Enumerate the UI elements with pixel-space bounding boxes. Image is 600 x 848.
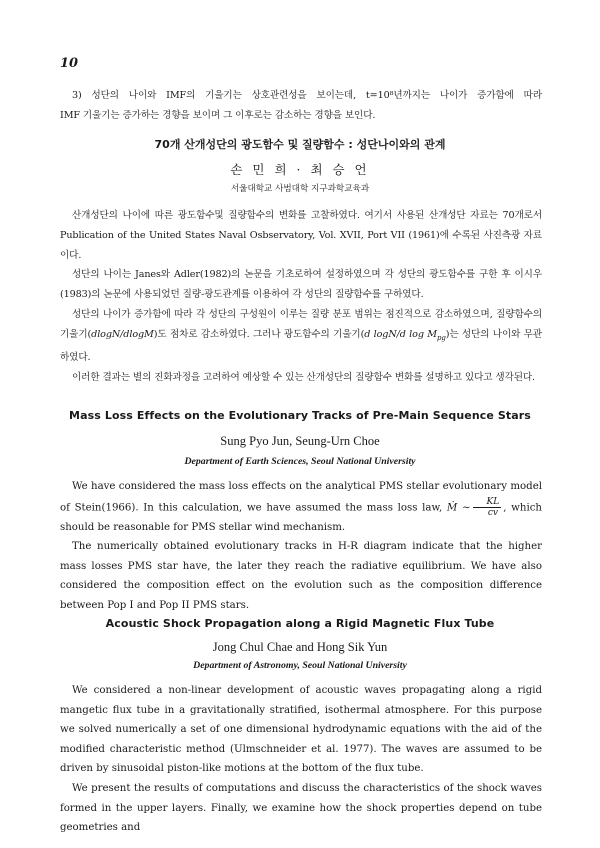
article-2-para-1-text-a: We have considered the mass loss effects on the analytical PMS stellar evolutionary model of Stein(1966). In this calculation, we have assumed the mass loss law, <box>60 481 542 514</box>
article-2-affiliation: Department of Earth Sciences, Seoul National University <box>184 456 416 467</box>
korean-article-authors: 손 민 희 · 최 승 언 <box>230 162 370 177</box>
korean-article-abstract <box>60 206 542 388</box>
item-3-conclusion <box>60 86 542 126</box>
korean-abstract-para-3 <box>60 305 542 368</box>
article-2-abstract <box>60 477 542 616</box>
article-3-title: Acoustic Shock Propagation along a Rigid Magnetic Flux Tube <box>105 617 495 630</box>
korean-abstract-para-4: 이러한 결과는 별의 진화과정을 고려하여 예상할 수 있는 산개성단의 질량함수 변화를 설명하고 있다고 생각된다. <box>72 372 536 384</box>
page-number: 10 <box>60 56 79 71</box>
article-2-title: Mass Loss Effects on the Evolutionary Tracks of Pre-Main Sequence Stars <box>69 409 531 422</box>
mass-function-slope: dlogN/dlogM <box>91 328 154 340</box>
fraction-denominator: cv <box>487 507 498 518</box>
article-2-para-1 <box>60 477 542 537</box>
korean-abstract-para-1: 산개성단의 나이에 따른 광도함수및 질량함수의 변화를 고찰하였다. 여기서 사용된 산개성단 자료는 70개로서 Publication of the United States Naval Osbservatory, Vol. XVII, Port VII (1961)에 수록된 사진측광 자료이다. <box>60 210 542 261</box>
article-2-para-2: The numerically obtained evolutionary tracks in H-R diagram indicate that the higher mass losses PMS star have, the later they reach the radiative equilibrium. We have also considered the composition effect on the evolution such as the composition difference between Pop I and Pop II PMS stars. <box>60 541 542 612</box>
article-3-affiliation: Department of Astronomy, Seoul National University <box>193 660 407 671</box>
article-3-abstract <box>60 681 542 838</box>
mass-loss-rate-symbol: Ṁ ∼ <box>446 502 471 514</box>
article-3-authors: Jong Chul Chae and Hong Sik Yun <box>212 640 388 654</box>
item-3-line-2: IMF 기울기는 증가하는 경향을 보이며 그 이후로는 감소하는 경향을 보인다. <box>60 109 376 121</box>
korean-article-title: 70개 산개성단의 광도함수 및 질량함수 : 성단나이와의 관계 <box>154 138 446 151</box>
article-3-para-1: We considered a non-linear development of acoustic waves propagating along a rigid mangetic flux tube in a gravitationally stratified, isothermal atmosphere. For this purpose we solved numerically a set of one dimensional hydrodynamic equations with the aid of the modified characteristic method (Ulmschneider et al. 1977). The waves are assumed to be driven by sinusoidal piston-like motions at the bottom of the flux tube. <box>60 685 542 775</box>
korean-abstract-para-2: 성단의 나이는 Janes와 Adler(1982)의 논문을 기초로하여 설정하였으며 각 성단의 광도함수를 구한 후 이시우(1983)의 논문에 사용되었던 질량-광도관계를 이용하여 각 성단의 질량함수를 구하였다. <box>60 269 542 301</box>
mass-loss-fraction <box>473 497 502 518</box>
para-3-text-b: )도 점차로 감소하였다. 그러나 광도함수의 기울기( <box>153 328 365 340</box>
pg-subscript: pg <box>436 333 446 342</box>
article-2-para-1-text-b: , which should be reasonable for PMS stellar wind mechanism. <box>60 502 542 533</box>
article-2-authors: Sung Pyo Jun, Seung-Urn Choe <box>220 434 380 448</box>
para-3-text-c: )는 성단의 나이와 무관하였다. <box>60 328 543 364</box>
para-3-text-a: 성단의 나이가 증가함에 따라 각 성단의 구성원이 이루는 질량 분포 범위는 점진적으로 감소하였으며, 질량함수의 기울기( <box>60 308 542 340</box>
item-3-line-1: 3) 성단의 나이와 IMF의 기울기는 상호관련성을 보이는데, t=10⁸년까지는 나이가 증가함에 따라 <box>72 90 542 101</box>
article-3-para-2: We present the results of computations and discuss the characteristics of the shock waves formed in the upper layers. Finally, we examine how the shock properties depend on tube geometries and <box>60 782 542 834</box>
luminosity-function-slope: d logN/d log M <box>364 328 437 340</box>
korean-article-affiliation: 서울대학교 사범대학 지구과학교육과 <box>230 184 370 194</box>
fraction-numerator: KL <box>473 497 502 508</box>
